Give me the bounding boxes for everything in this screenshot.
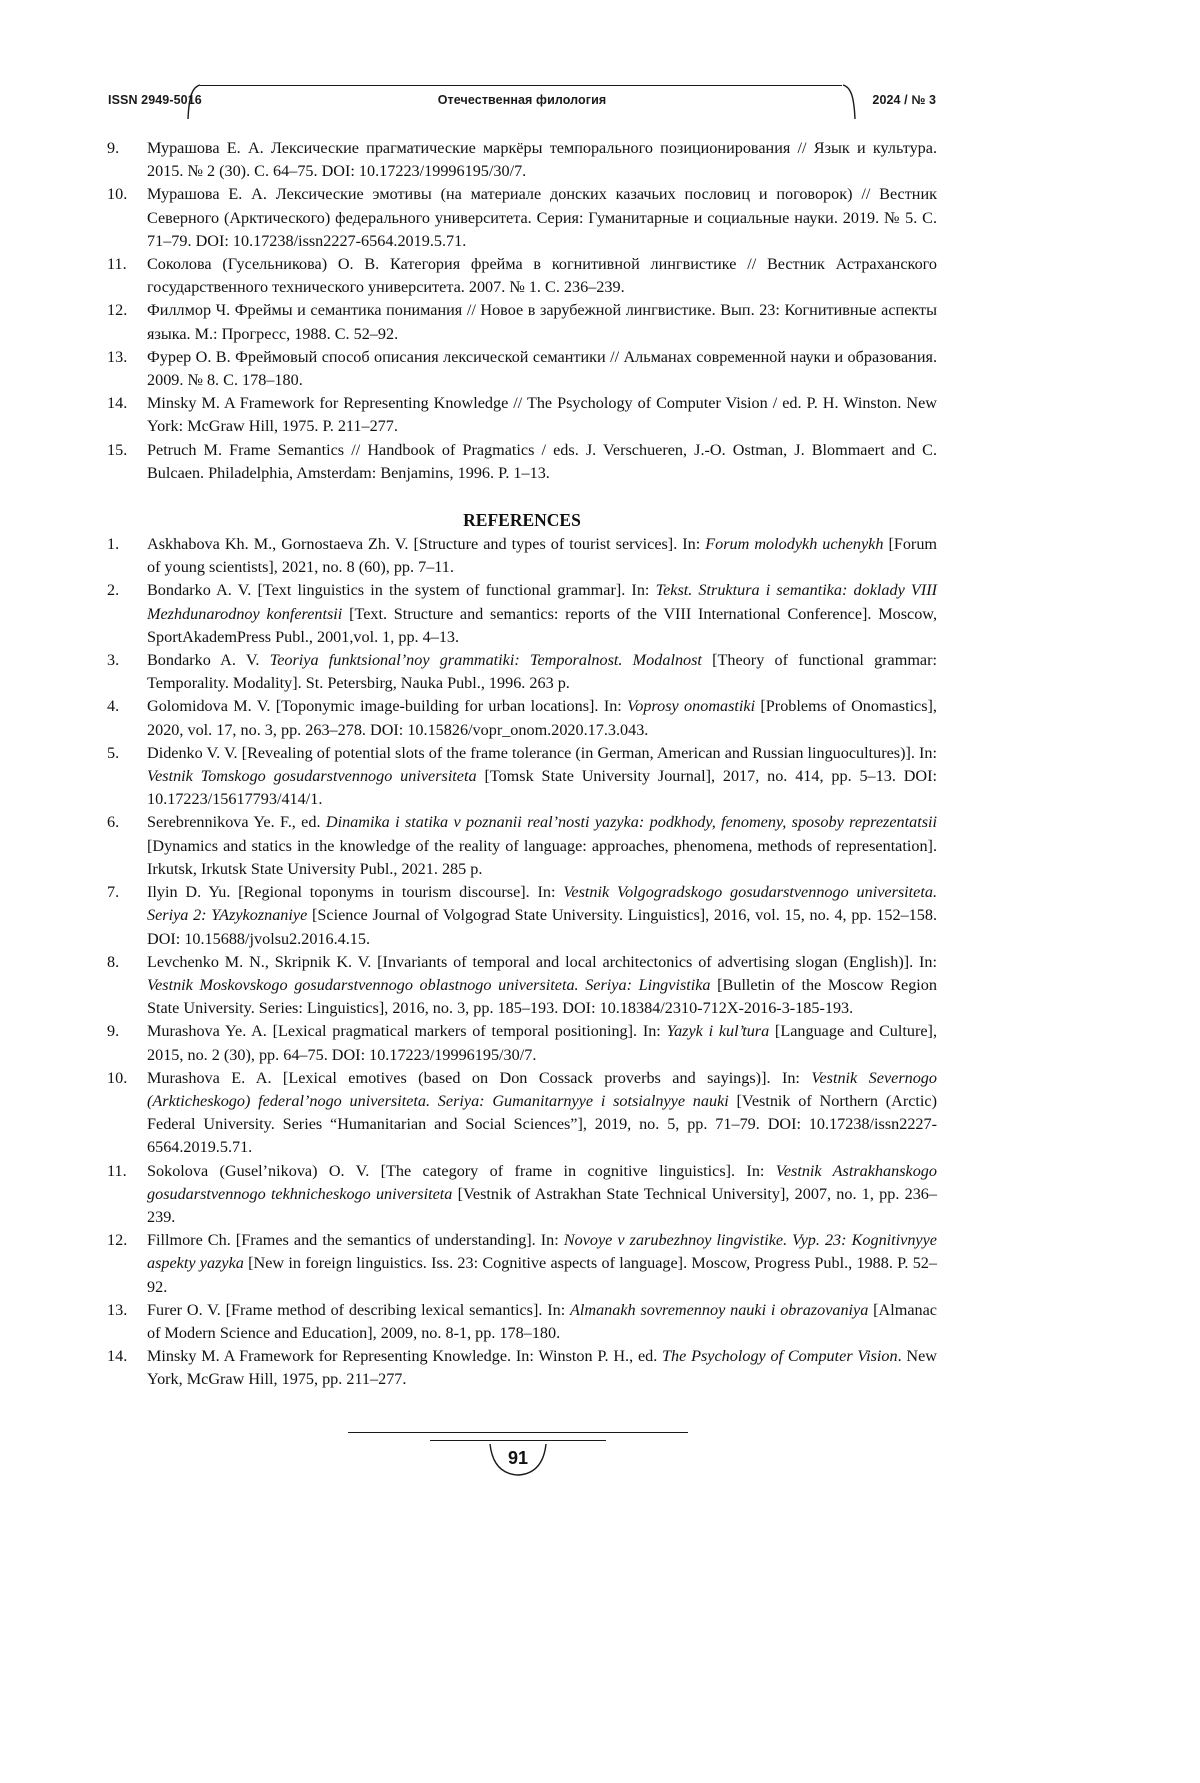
reference-number: 12.: [107, 1231, 128, 1250]
reference-text: [Problems of Onomastics], 2020, vol. 17, no. 3, pp. 263–278. DOI: 10.15826/vopr_onom.2020.17.3.043.: [147, 697, 937, 739]
reference-text: [Language and Culture], 2015, no. 2 (30), pp. 64–75. DOI: 10.17223/19996195/30/7.: [147, 1022, 937, 1064]
reference-text: Minsky M. A Framework for Representing Knowledge. In: Winston P. H., ed.: [147, 1347, 663, 1366]
running-header: [108, 85, 936, 121]
reference-number: 10.: [107, 1068, 128, 1087]
reference-number: 1.: [107, 535, 120, 554]
reference-source-title: Forum molodykh uchenykh: [705, 535, 884, 554]
footer-rule: [348, 1432, 688, 1433]
reference-text: Levchenko M. N., Skripnik K. V. [Invariants of temporal and local architectonics of advertising slogan (English)]. In:: [147, 952, 937, 971]
reference-number: 7.: [107, 883, 120, 902]
literature-list: [107, 137, 937, 485]
reference-source-title: Vestnik Astrakhanskogo gosudarstvennogo tekhnicheskogo universiteta: [147, 1161, 937, 1203]
reference-text: Sokolova (Gusel’nikova) O. V. [The category of frame in cognitive linguistics]. In:: [147, 1161, 776, 1180]
footer-rule-short: [430, 1440, 606, 1441]
reference-source-title: The Psychology of Computer Vision: [662, 1347, 898, 1366]
reference-item: [107, 1020, 937, 1066]
reference-item: [107, 811, 937, 881]
reference-item: [107, 1299, 937, 1345]
reference-text: [Dynamics and statics in the knowledge of the reality of language: approaches, phenomena, methods of representation]. Irkutsk, Irkutsk State University Publ., 2021. 285 p.: [147, 836, 937, 878]
reference-item: [107, 1067, 937, 1160]
reference-item: [107, 649, 937, 695]
reference-text: [Forum of young scientists], 2021, no. 8 (60), pp. 7–11.: [147, 535, 938, 577]
reference-item: [107, 881, 937, 951]
reference-number: 11.: [107, 255, 127, 274]
references-heading: REFERENCES: [463, 510, 581, 531]
reference-text: Fillmore Ch. [Frames and the semantics of understanding]. In:: [147, 1231, 564, 1250]
reference-item: [107, 1345, 937, 1391]
reference-source-title: Voprosy onomastiki: [627, 697, 756, 716]
reference-source-title: Dinamika i statika v poznanii real’nosti yazyka: podkhody, fenomeny, sposoby reprezentatsii: [325, 813, 937, 832]
reference-text: Ilyin D. Yu. [Regional toponyms in tourism discourse]. In:: [147, 883, 564, 902]
reference-text: Golomidova M. V. [Toponymic image-building for urban locations]. In:: [147, 697, 628, 716]
reference-number: 2.: [107, 581, 120, 600]
reference-text: Askhabova Kh. M., Gornostaeva Zh. V. [Structure and types of tourist services]. In:: [147, 535, 706, 554]
reference-text: [Vestnik of Astrakhan State Technical University], 2007, no. 1, pp. 236–239.: [147, 1184, 937, 1226]
reference-item: [107, 1160, 937, 1230]
reference-item: [107, 533, 937, 579]
reference-item: [107, 137, 937, 183]
reference-text: [Almanac of Modern Science and Education], 2009, no. 8-1, pp. 178–180.: [147, 1300, 937, 1342]
reference-text: . New York, McGraw Hill, 1975, pp. 211–277.: [147, 1347, 937, 1389]
reference-source-title: Novoye v zarubezhnoy lingvistike. Vyp. 23: Kognitivnyye aspekty yazyka: [147, 1231, 937, 1273]
reference-number: 8.: [107, 952, 120, 971]
reference-source-title: Vestnik Moskovskogo gosudarstvennogo oblastnogo universiteta. Seriya: Lingvistika: [147, 975, 711, 994]
reference-source-title: Vestnik Volgogradskogo gosudarstvennogo universiteta. Seriya 2: YAzykoznaniye: [147, 883, 937, 925]
reference-number: 4.: [107, 697, 120, 716]
reference-number: 13.: [107, 1300, 128, 1319]
reference-text: Bondarko A. V. [Text linguistics in the system of functional grammar]. In:: [147, 581, 656, 600]
reference-text: [Tomsk State University Journal], 2017, no. 414, pp. 5–13. DOI: 10.17223/15617793/414/1.: [147, 767, 937, 809]
journal-title: Отечественная филология: [437, 93, 607, 107]
reference-number: 9.: [107, 1022, 120, 1041]
page-body: [107, 137, 937, 1392]
reference-number: 5.: [107, 743, 120, 762]
reference-text: Minsky M. A Framework for Representing Knowledge // The Psychology of Computer Vision / ed. P. H. Winston. New York: McGraw Hill, 1975. P. 211–277.: [147, 394, 937, 436]
reference-number: 10.: [107, 185, 128, 204]
reference-text: Murashova Ye. A. [Lexical pragmatical markers of temporal positioning]. In:: [147, 1022, 667, 1041]
header-rule: [200, 85, 842, 86]
reference-text: Мурашова Е. А. Лексические прагматические маркёры темпорального позиционирования // Язык и культура. 2015. № 2 (30). С. 64–75. DOI: 10.17223/19996195/30/7.: [147, 139, 937, 181]
reference-text: Соколова (Гусельникова) О. В. Категория фрейма в когнитивной лингвистике // Вестник Астраханского государственного технического университета. 2007. № 1. С. 236–239.: [147, 255, 937, 297]
reference-item: [107, 742, 937, 812]
reference-item: [107, 695, 937, 741]
reference-number: 12.: [107, 301, 128, 320]
reference-item: [107, 951, 937, 1021]
references-list: [107, 533, 937, 1392]
reference-text: [Bulletin of the Moscow Region State University. Series: Linguistics], 2016, no. 3, pp. 185–193. DOI: 10.18384/2310-712X-2016-3-185-193.: [147, 975, 937, 1018]
reference-text: Bondarko A. V.: [147, 651, 270, 670]
reference-source-title: Vestnik Tomskogo gosudarstvennogo universiteta: [147, 767, 477, 786]
reference-number: 3.: [107, 651, 120, 670]
reference-item: [107, 439, 937, 485]
reference-text: Филлмор Ч. Фреймы и семантика понимания // Новое в зарубежной лингвистике. Вып. 23: Когнитивные аспекты языка. М.: Прогресс, 1988. С. 52–92.: [147, 301, 937, 343]
reference-number: 14.: [107, 394, 128, 413]
reference-text: [Theory of functional grammar: Temporality. Modality]. St. Petersbirg, Nauka Publ., 1996. 263 p.: [147, 651, 937, 693]
issue-label: 2024 / № 3: [872, 93, 936, 107]
reference-text: Мурашова Е. А. Лексические эмотивы (на материале донских казачьих пословиц и поговорок) // Вестник Северного (Арктического) федерального университета. Серия: Гуманитарные и социальные науки. 2019. № 5. С. 71–79. DOI: 10.17238/issn2227-6564.2019.5.71.: [147, 185, 937, 250]
reference-source-title: Yazyk i kul’tura: [666, 1022, 770, 1041]
page-number: 91: [507, 1448, 529, 1468]
reference-source-title: Tekst. Struktura i semantika: doklady VIII Mezhdunarodnoy konferentsii: [147, 581, 937, 623]
reference-item: [107, 299, 937, 345]
reference-text: [Text. Structure and semantics: reports of the VIII International Conference]. Moscow, SportAkademPress Publ., 2001,vol. 1, pp. 4–13.: [147, 604, 937, 646]
reference-item: [107, 183, 937, 253]
issn-label: ISSN 2949-5016: [108, 93, 202, 107]
reference-source-title: Almanakh sovremennoy nauki i obrazovaniya: [570, 1300, 869, 1319]
reference-item: [107, 253, 937, 299]
reference-text: [New in foreign linguistics. Iss. 23: Cognitive aspects of language]. Moscow, Progress Publ., 1988. P. 52–92.: [147, 1254, 937, 1296]
reference-item: [107, 1229, 937, 1299]
reference-number: 15.: [107, 440, 128, 459]
reference-item: [107, 392, 937, 438]
reference-item: [107, 346, 937, 392]
reference-number: 6.: [107, 813, 120, 832]
reference-text: Petruch M. Frame Semantics // Handbook of Pragmatics / eds. J. Verschueren, J.-O. Ostman, J. Blommaert and C. Bulcaen. Philadelphia, Amsterdam: Benjamins, 1996. P. 1–13.: [147, 440, 937, 482]
reference-text: Фурер О. В. Фреймовый способ описания лексической семантики // Альманах современной науки и образования. 2009. № 8. С. 178–180.: [147, 347, 937, 390]
reference-text: Furer O. V. [Frame method of describing lexical semantics]. In:: [147, 1300, 571, 1319]
reference-number: 14.: [107, 1347, 128, 1366]
reference-text: [Vestnik of Northern (Arctic) Federal University. Series “Humanitarian and Social Sciences”], 2019, no. 5, pp. 71–79. DOI: 10.17238/issn2227-6564.2019.5.71.: [147, 1091, 937, 1157]
reference-text: [Science Journal of Volgograd State University. Linguistics], 2016, vol. 15, no. 4, pp. 152–158. DOI: 10.15688/jvolsu2.2016.4.15.: [147, 906, 938, 948]
reference-source-title: Teoriya funktsional’noy grammatiki: Temporalnost. Modalnost: [269, 651, 702, 670]
reference-number: 9.: [107, 139, 120, 157]
reference-text: Didenko V. V. [Revealing of potential slots of the frame tolerance (in German, American and Russian linguocultures)]. In:: [147, 743, 937, 762]
reference-text: Serebrennikova Ye. F., ed.: [147, 813, 326, 832]
reference-item: [107, 579, 937, 649]
reference-number: 13.: [107, 347, 128, 366]
reference-text: Murashova E. A. [Lexical emotives (based on Don Cossack proverbs and sayings)]. In:: [147, 1068, 812, 1087]
reference-source-title: Vestnik Severnogo (Arkticheskogo) federal’nogo universiteta. Seriya: Gumanitarnyye i sotsialnyye nauki: [147, 1068, 937, 1110]
reference-number: 11.: [107, 1161, 127, 1180]
